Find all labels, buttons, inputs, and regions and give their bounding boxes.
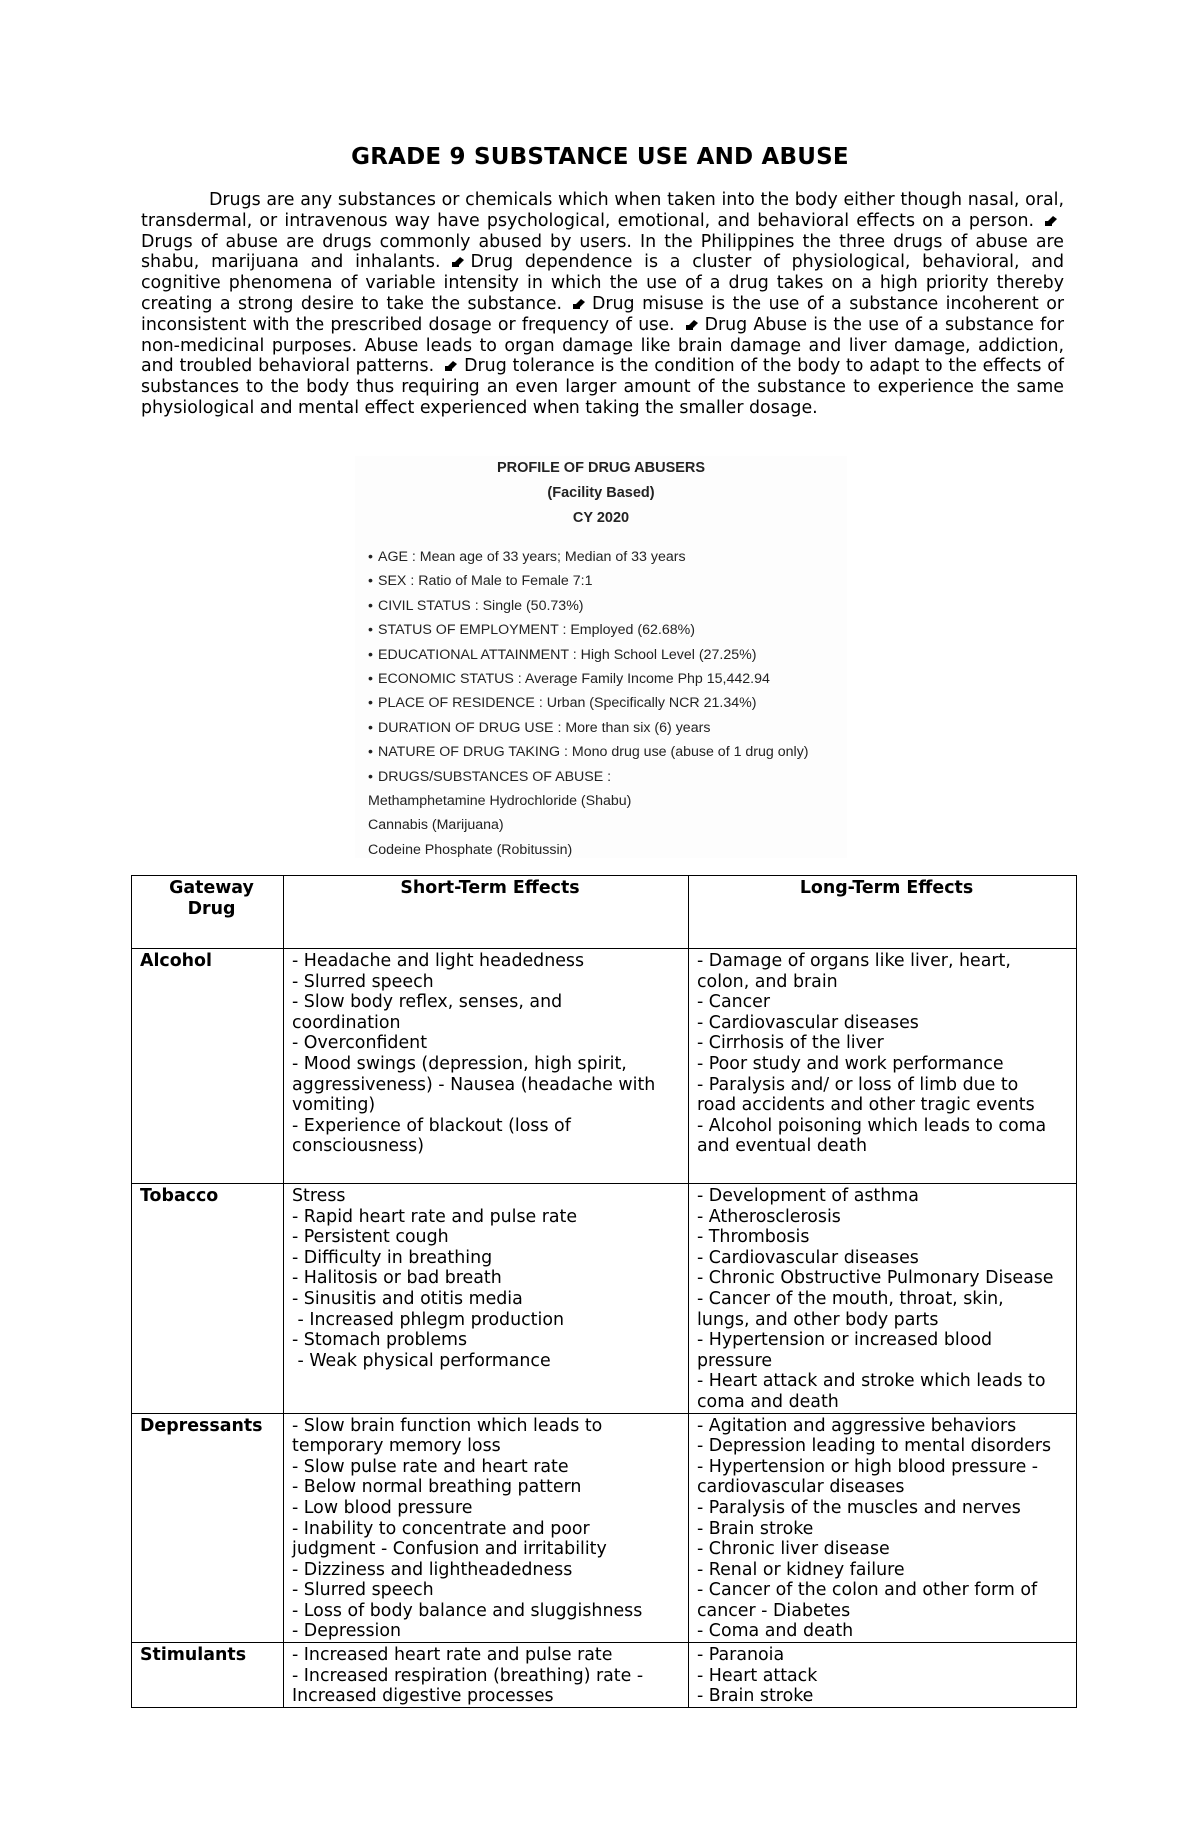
profile-item: • PLACE OF RESIDENCE : Urban (Specifically NCR 21.34%) [368, 695, 757, 712]
profile-item: • STATUS OF EMPLOYMENT : Employed (62.68%) [368, 622, 695, 639]
drug-name: Depressants [132, 1413, 284, 1643]
drug-name: Stimulants [132, 1643, 284, 1708]
short-term-effects: - Increased heart rate and pulse rate - Increased respiration (breathing) rate - Increased digestive processes [284, 1643, 689, 1708]
profile-of-drug-abusers-image [355, 456, 847, 858]
intro-definition-tolerance: Drug tolerance is the condition of the body to adapt to the effects of substances to the body thus requiring an even larger amount of the substance to experience the same physiological and mental effect experienced when taking the smaller dosage. [141, 356, 1064, 418]
long-term-effects: - Paranoia - Heart attack - Brain stroke [689, 1643, 1077, 1708]
pen-bullet-icon [1044, 215, 1058, 227]
profile-substance: Codeine Phosphate (Robitussin) [368, 841, 573, 858]
pen-bullet-icon [444, 360, 458, 372]
profile-title: PROFILE OF DRUG ABUSERS [496, 460, 706, 476]
profile-item: • DRUGS/SUBSTANCES OF ABUSE : [368, 768, 612, 785]
intro-definition-misuse: Drug misuse is the use of a substance incoherent or inconsistent with the prescribed dosage or frequency of use. [141, 293, 1064, 335]
profile-item: • ECONOMIC STATUS : Average Family Income Php 15,442.94 [368, 671, 770, 688]
drug-name: Tobacco [132, 1184, 284, 1414]
profile-substance: Cannabis (Marijuana) [368, 817, 504, 834]
pen-bullet-icon [451, 256, 465, 268]
intro-definition-drugs-of-abuse: Drugs of abuse are drugs commonly abused by users. In the Philippines the three drugs of abuse are shabu, marijuana and inhalants. [141, 231, 1064, 273]
gateway-drug-effects-table [131, 875, 1077, 1708]
profile-item: • NATURE OF DRUG TAKING : Mono drug use (abuse of 1 drug only) [368, 744, 809, 761]
long-term-effects: - Damage of organs like liver, heart, colon, and brain - Cancer - Cardiovascular diseases - Cirrhosis of the liver - Poor study and work performance - Paralysis and/ or loss of limb due to road accidents and other tragic events - Alcohol poisoning which leads to coma and eventual death [689, 949, 1077, 1184]
intro-paragraph [141, 190, 1064, 419]
short-term-effects: - Slow brain function which leads to temporary memory loss - Slow pulse rate and heart rate - Below normal breathing pattern - Low blood pressure - Inability to concentrate and poor judgment - Confusion and irritability - Dizziness and lightheadedness - Slurred speech - Loss of body balance and sluggishness - Depression [284, 1413, 689, 1643]
header-gateway-drug: Gateway Drug [132, 876, 284, 949]
table-row [132, 949, 1077, 1184]
pen-bullet-icon [572, 298, 586, 310]
short-term-effects: - Headache and light headedness - Slurred speech - Slow body reflex, senses, and coordination - Overconfident - Mood swings (depression, high spirit, aggressiveness) - Nausea (headache with vomiting) - Experience of blackout (loss of consciousness) [284, 949, 689, 1184]
intro-definition-abuse: Drug Abuse is the use of a substance for non-medicinal purposes. Abuse leads to organ damage like brain damage and liver damage, addiction, and troubled behavioral patterns. [141, 314, 1064, 377]
header-short-term-effects: Short-Term Effects [284, 876, 689, 949]
short-term-effects: Stress - Rapid heart rate and pulse rate - Persistent cough - Difficulty in breathing - Halitosis or bad breath - Sinusitis and otitis media - Increased phlegm production - Stomach problems - Weak physical performance [284, 1184, 689, 1414]
intro-definition-drugs: Drugs are any substances or chemicals which when taken into the body either though nasal, oral, transdermal, or intravenous way have psychological, emotional, and behavioral effects on a person. [141, 190, 1064, 231]
table-row [132, 1643, 1077, 1708]
profile-item: • AGE : Mean age of 33 years; Median of 33 years [368, 549, 686, 565]
profile-item: • EDUCATIONAL ATTAINMENT : High School Level (27.25%) [368, 646, 757, 663]
long-term-effects: - Agitation and aggressive behaviors - Depression leading to mental disorders - Hypertension or high blood pressure - cardiovascular diseases - Paralysis of the muscles and nerves - Brain stroke - Chronic liver disease - Renal or kidney failure - Cancer of the colon and other form of cancer - Diabetes - Coma and death [689, 1413, 1077, 1643]
table-header-row [132, 876, 1077, 949]
profile-substance: Methamphetamine Hydrochloride (Shabu) [368, 793, 632, 810]
profile-item: • SEX : Ratio of Male to Female 7:1 [368, 573, 593, 590]
profile-item: • CIVIL STATUS : Single (50.73%) [368, 597, 584, 614]
intro-definition-dependence: Drug dependence is a cluster of physiological, behavioral, and cognitive phenomena of variable intensity in which the use of a drug takes on a high priority thereby creating a strong desire to take the substance. [141, 252, 1064, 314]
pen-bullet-icon [685, 319, 699, 331]
table-row [132, 1184, 1077, 1414]
table-row [132, 1413, 1077, 1643]
profile-item: • DURATION OF DRUG USE : More than six (6) years [368, 719, 711, 736]
long-term-effects: - Development of asthma - Atherosclerosis - Thrombosis - Cardiovascular diseases - Chronic Obstructive Pulmonary Disease - Cancer of the mouth, throat, skin, lungs, and other body parts - Hypertension or increased blood pressure - Heart attack and stroke which leads to coma and death [689, 1184, 1077, 1414]
profile-list [368, 545, 847, 789]
drug-name: Alcohol [132, 949, 284, 1184]
profile-subtitle: (Facility Based) [547, 485, 655, 501]
header-long-term-effects: Long-Term Effects [689, 876, 1077, 949]
page-title: GRADE 9 SUBSTANCE USE AND ABUSE [351, 144, 849, 170]
profile-year: CY 2020 [572, 510, 630, 526]
